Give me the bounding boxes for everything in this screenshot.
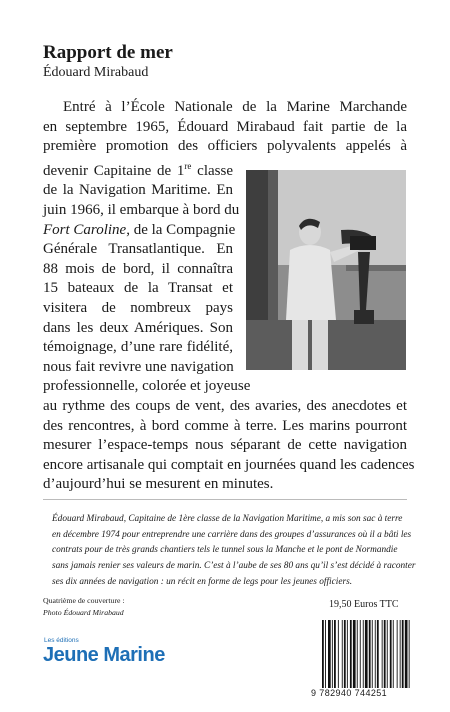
body-line: encore artisanale qui comptait en journées quand les cadences: [43, 456, 415, 473]
divider: [43, 499, 407, 500]
price: 19,50 Euros TTC: [329, 599, 399, 610]
body-line: 15 bateaux de la Transat et: [43, 280, 233, 297]
body-line: nous fait revivre une navigation: [43, 358, 234, 375]
body-line: en septembre 1965, Édouard Mirabaud fait partie de la: [43, 118, 407, 135]
author-name: Édouard Mirabaud: [43, 65, 149, 80]
body-line: des rencontres, à bord comme à terre. Les marins pourront: [43, 417, 407, 434]
body-line: visitera de nombreux pays: [43, 299, 233, 316]
isbn-number: 9 782940 744251: [311, 688, 388, 698]
body-line: d’aujourd’hui se mesurent en minutes.: [43, 476, 274, 493]
publisher-small-label: Les éditions: [44, 637, 79, 644]
body-line: de la Navigation Maritime. En: [43, 182, 233, 199]
body-line: Générale Transatlantique. En: [43, 241, 233, 258]
body-line: dans les deux Amériques. Son: [43, 319, 233, 336]
body-line: devenir Capitaine de 1re classe: [43, 160, 233, 179]
cover-credit: [43, 595, 125, 619]
body-line: mesurer l’espace-temps nous séparant de cette navigation: [43, 437, 407, 454]
bio-line: contrats pour de très grands chantiers tels le tunnel sous la Manche et le pont de Normandie: [52, 545, 398, 556]
author-bio: [52, 512, 416, 591]
bio-line: ses dix années de navigation : un récit en forme de legs pour les jeunes officiers.: [52, 576, 353, 587]
bio-line: Édouard Mirabaud, Capitaine de 1ère classe de la Navigation Maritime, a mis son sac à terre: [52, 514, 403, 524]
bio-line: en décembre 1974 pour entreprendre une carrière dans des groupes d’assurances où il a bâti les: [52, 529, 412, 540]
book-title: Rapport de mer: [43, 42, 173, 63]
publisher-logo: [43, 637, 165, 666]
body-line: au rythme des coups de vent, des avaries, des anecdotes et: [43, 397, 407, 414]
body-line: Entré à l’École Nationale de la Marine Marchande: [63, 99, 407, 115]
body-line: juin 1966, il embarque à bord du: [43, 201, 240, 218]
body-line: professionnelle, colorée et joyeuse: [43, 378, 251, 395]
body-line: Fort Caroline, de la Compagnie: [43, 221, 236, 238]
body-line: témoignage, d’une rare fidélité,: [43, 339, 233, 356]
credit-photo: Photo Édouard Mirabaud: [43, 608, 124, 617]
officer-photo: [246, 170, 406, 370]
bio-line: sans jamais renier ses valeurs de marin. C’est à l’aube de ses 80 ans qu’il s’est décidé à raconter: [52, 561, 416, 572]
body-line: 88 mois de bord, il connaîtra: [43, 260, 233, 277]
body-line: première promotion des officiers polyvalents appelés à: [43, 138, 407, 155]
barcode: [322, 620, 418, 688]
publisher-name: Jeune Marine: [43, 644, 165, 666]
credit-label: Quatrième de couverture :: [43, 596, 125, 605]
